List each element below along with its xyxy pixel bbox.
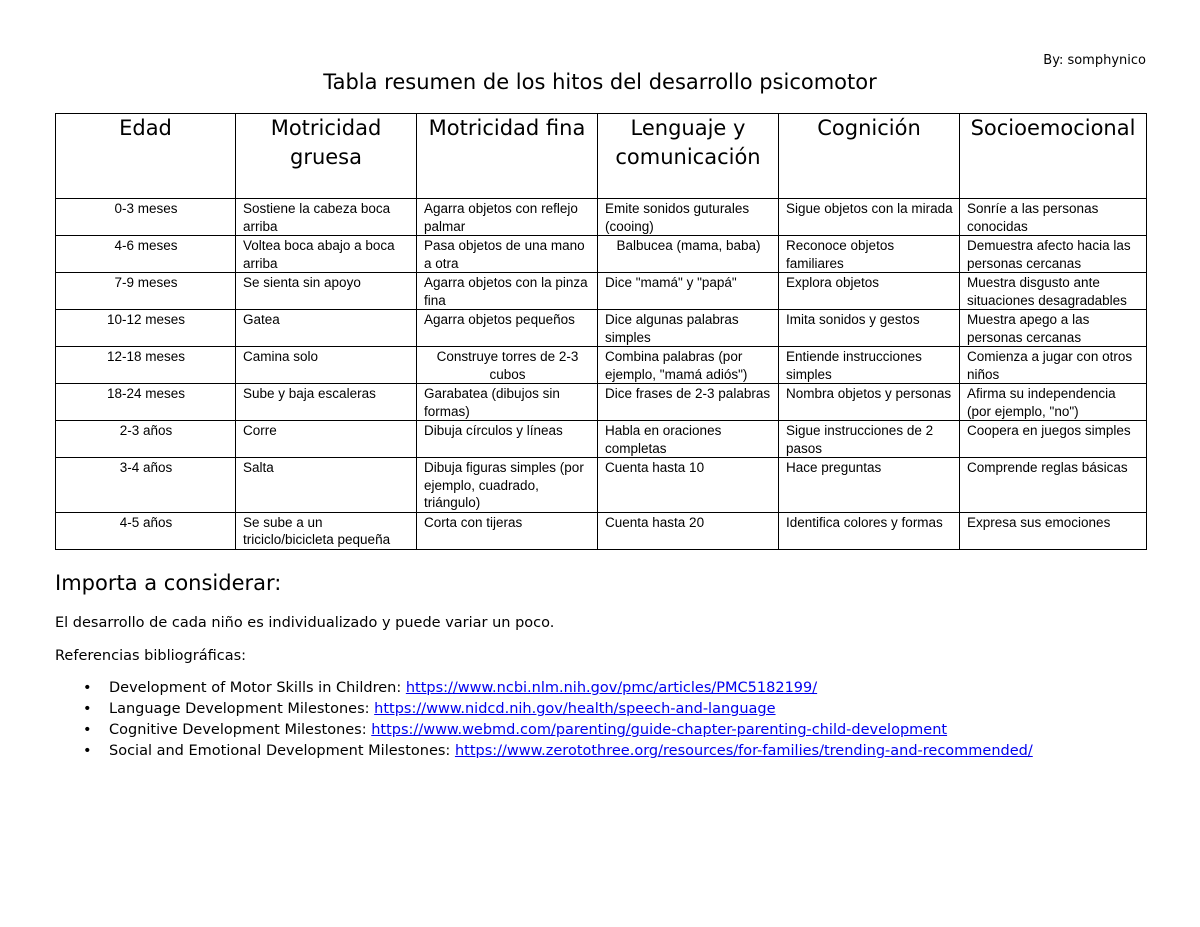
list-item <box>55 741 1095 762</box>
cell-fine-motor: Dibuja círculos y líneas <box>417 421 598 458</box>
table-row <box>56 310 1147 347</box>
reference-link-language[interactable]: https://www.nidcd.nih.gov/health/speech-and-language <box>374 701 776 717</box>
cell-fine-motor: Garabatea (dibujos sin formas) <box>417 384 598 421</box>
header-language: Lenguaje y comunicación <box>598 114 779 199</box>
cell-age: 7-9 meses <box>56 273 236 310</box>
cell-socioemotional: Demuestra afecto hacia las personas cercanas <box>960 236 1147 273</box>
cell-fine-motor: Corta con tijeras <box>417 512 598 549</box>
table-row <box>56 421 1147 458</box>
cell-socioemotional: Muestra apego a las personas cercanas <box>960 310 1147 347</box>
cell-gross-motor: Voltea boca abajo a boca arriba <box>236 236 417 273</box>
cell-cognition: Identifica colores y formas <box>779 512 960 549</box>
cell-socioemotional: Sonríe a las personas conocidas <box>960 199 1147 236</box>
cell-fine-motor: Agarra objetos pequeños <box>417 310 598 347</box>
cell-socioemotional: Comienza a jugar con otros niños <box>960 347 1147 384</box>
cell-cognition: Entiende instrucciones simples <box>779 347 960 384</box>
reference-label: Development of Motor Skills in Children: <box>109 680 402 696</box>
cell-gross-motor: Corre <box>236 421 417 458</box>
list-item <box>55 720 1095 741</box>
page-title: Tabla resumen de los hitos del desarrollo psicomotor <box>323 70 877 94</box>
cell-gross-motor: Se sube a un triciclo/bicicleta pequeña <box>236 512 417 549</box>
cell-gross-motor: Camina solo <box>236 347 417 384</box>
cell-age: 0-3 meses <box>56 199 236 236</box>
table-header-row <box>56 114 1147 199</box>
considerations-heading: Importa a considerar: <box>55 571 282 595</box>
reference-label: Cognitive Development Milestones: <box>109 722 367 738</box>
cell-socioemotional: Expresa sus emociones <box>960 512 1147 549</box>
development-note: El desarrollo de cada niño es individualizado y puede variar un poco. <box>55 615 555 631</box>
list-item <box>55 699 1095 720</box>
author-byline: By: somphynico <box>1043 53 1146 68</box>
cell-fine-motor: Agarra objetos con la pinza fina <box>417 273 598 310</box>
cell-fine-motor: Construye torres de 2-3 cubos <box>417 347 598 384</box>
cell-age: 2-3 años <box>56 421 236 458</box>
cell-gross-motor: Salta <box>236 458 417 513</box>
cell-gross-motor: Se sienta sin apoyo <box>236 273 417 310</box>
table-row <box>56 236 1147 273</box>
reference-link-socioemotional[interactable]: https://www.zerotothree.org/resources/for-families/trending-and-recommended/ <box>454 743 1033 759</box>
cell-age: 12-18 meses <box>56 347 236 384</box>
header-age: Edad <box>56 114 236 199</box>
cell-language: Dice "mamá" y "papá" <box>598 273 779 310</box>
cell-cognition: Nombra objetos y personas <box>779 384 960 421</box>
cell-gross-motor: Sube y baja escaleras <box>236 384 417 421</box>
cell-age: 10-12 meses <box>56 310 236 347</box>
cell-language: Habla en oraciones completas <box>598 421 779 458</box>
table-row <box>56 199 1147 236</box>
cell-fine-motor: Agarra objetos con reflejo palmar <box>417 199 598 236</box>
cell-language: Cuenta hasta 10 <box>598 458 779 513</box>
bullet-icon: • <box>83 680 92 696</box>
cell-language: Balbucea (mama, baba) <box>598 236 779 273</box>
cell-socioemotional: Comprende reglas básicas <box>960 458 1147 513</box>
cell-age: 4-6 meses <box>56 236 236 273</box>
cell-gross-motor: Sostiene la cabeza boca arriba <box>236 199 417 236</box>
references-list <box>55 678 1095 762</box>
cell-cognition: Sigue objetos con la mirada <box>779 199 960 236</box>
bullet-icon: • <box>83 701 92 717</box>
reference-label: Language Development Milestones: <box>109 701 370 717</box>
cell-socioemotional: Afirma su independencia (por ejemplo, "no") <box>960 384 1147 421</box>
cell-age: 4-5 años <box>56 512 236 549</box>
header-fine-motor: Motricidad fina <box>417 114 598 199</box>
cell-cognition: Explora objetos <box>779 273 960 310</box>
list-item <box>55 678 1095 699</box>
cell-language: Combina palabras (por ejemplo, "mamá adiós") <box>598 347 779 384</box>
cell-cognition: Hace preguntas <box>779 458 960 513</box>
header-gross-motor: Motricidad gruesa <box>236 114 417 199</box>
bullet-icon: • <box>83 722 92 738</box>
cell-age: 18-24 meses <box>56 384 236 421</box>
cell-cognition: Reconoce objetos familiares <box>779 236 960 273</box>
header-socioemotional: Socioemocional <box>960 114 1147 199</box>
cell-language: Dice algunas palabras simples <box>598 310 779 347</box>
cell-language: Cuenta hasta 20 <box>598 512 779 549</box>
table-row <box>56 347 1147 384</box>
cell-cognition: Imita sonidos y gestos <box>779 310 960 347</box>
cell-age: 3-4 años <box>56 458 236 513</box>
references-label: Referencias bibliográficas: <box>55 648 247 664</box>
cell-language: Dice frases de 2-3 palabras <box>598 384 779 421</box>
milestones-table <box>55 113 1147 550</box>
cell-cognition: Sigue instrucciones de 2 pasos <box>779 421 960 458</box>
bullet-icon: • <box>83 743 92 759</box>
header-cognition: Cognición <box>779 114 960 199</box>
cell-gross-motor: Gatea <box>236 310 417 347</box>
reference-link-cognitive[interactable]: https://www.webmd.com/parenting/guide-chapter-parenting-child-development <box>371 722 948 738</box>
cell-fine-motor: Pasa objetos de una mano a otra <box>417 236 598 273</box>
cell-language: Emite sonidos guturales (cooing) <box>598 199 779 236</box>
table-row <box>56 512 1147 549</box>
reference-link-motor[interactable]: https://www.ncbi.nlm.nih.gov/pmc/articles/PMC5182199/ <box>405 680 818 696</box>
cell-fine-motor: Dibuja figuras simples (por ejemplo, cuadrado, triángulo) <box>417 458 598 513</box>
reference-label: Social and Emotional Development Milestones: <box>109 743 451 759</box>
table-row <box>56 273 1147 310</box>
table-row <box>56 458 1147 513</box>
table-row <box>56 384 1147 421</box>
cell-socioemotional: Muestra disgusto ante situaciones desagradables <box>960 273 1147 310</box>
cell-socioemotional: Coopera en juegos simples <box>960 421 1147 458</box>
